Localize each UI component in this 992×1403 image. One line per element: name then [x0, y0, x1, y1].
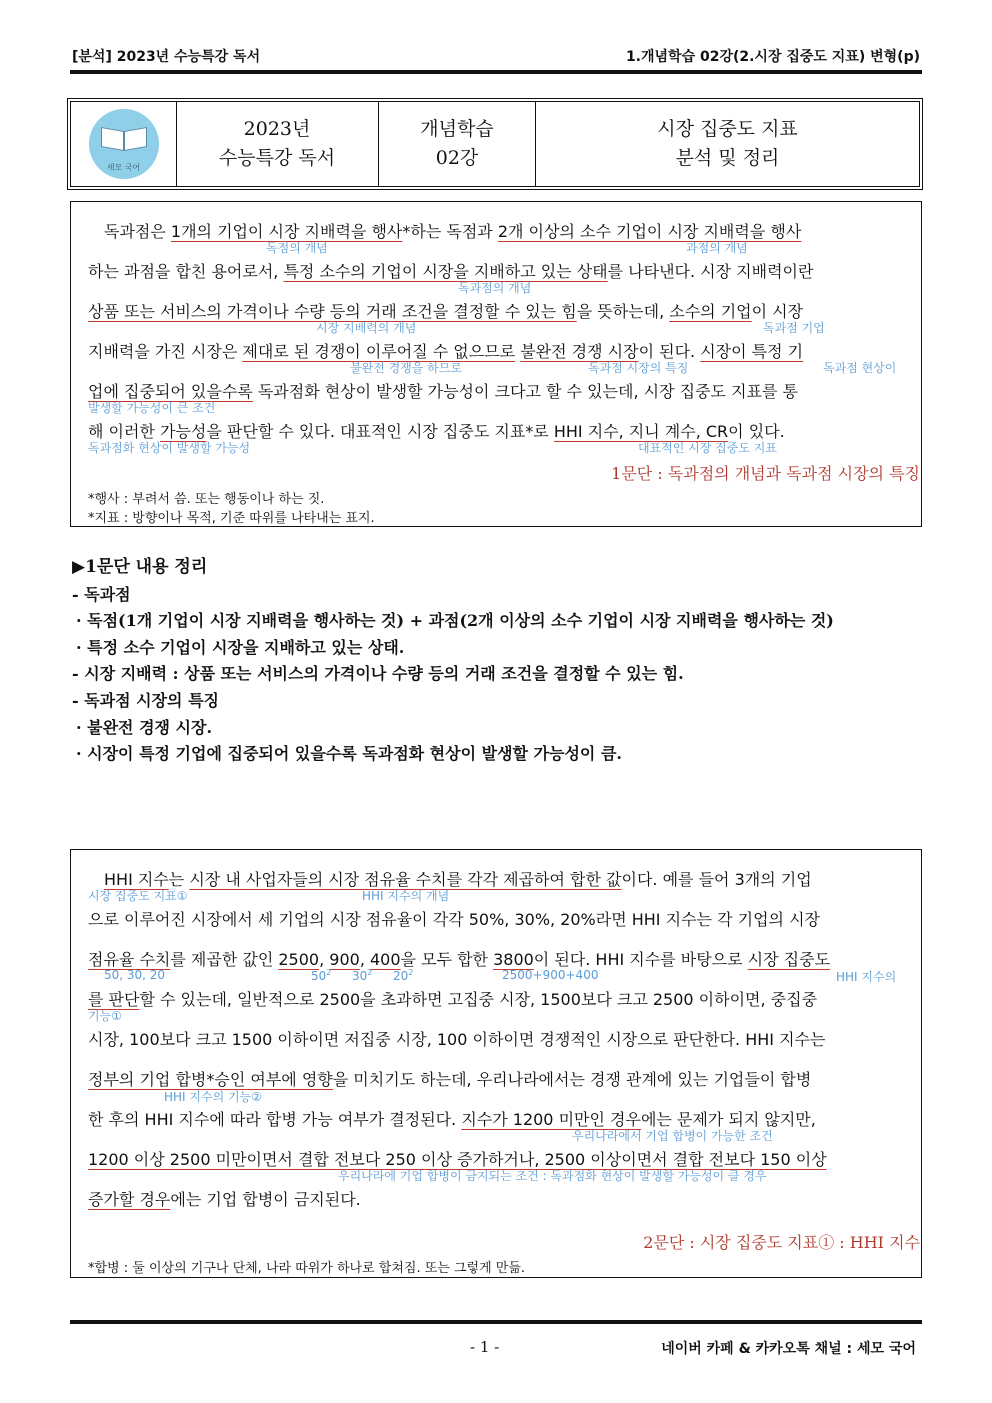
ann-hhi-concept: HHI 지수의 개념 [362, 889, 450, 903]
header-left: [분석] 2023년 수능특강 독서 [72, 49, 261, 65]
header-right: 1.개념학습 02강(2.시장 집중도 지표) 변형(p) [625, 49, 920, 65]
ann-indicators: 대표적인 시장 집중도 지표 [638, 441, 777, 455]
title-lecture-line2: 02강 [435, 147, 479, 169]
summary-item-3: · 특정 소수 기업이 시장을 지배하고 있는 상태. [76, 638, 405, 657]
ann-shares: 50, 30, 20 [104, 968, 166, 982]
footer-rule [70, 1320, 922, 1324]
summary-item-1: - 독과점 [72, 585, 131, 604]
ann-oligopoly-concept: 독과점의 개념 [458, 281, 532, 295]
p1-line-1: 독과점은 1개의 기업이 시장 지배력을 행사*하는 독점과 2개 이상의 소수 기업이 시장 지배력을 행사 [104, 222, 802, 241]
ann-phenomenon: 독과점 현상이 [823, 361, 897, 375]
ann-function-1: 기능① [88, 1009, 122, 1023]
title-lecture [379, 102, 536, 186]
ann-imperfect: 불완전 경쟁을 하므로 [350, 361, 462, 375]
p1-line-6: 해 이러한 가능성을 판단할 수 있다. 대표적인 시장 집중도 지표*로 HHI 지수, 지니 계수, CR이 있다. [88, 422, 785, 441]
ann-square-30: $30^2$ [352, 968, 373, 983]
title-topic [536, 102, 919, 186]
ann-function-2: HHI 지수의 기능② [164, 1090, 262, 1104]
p2-line-8: 1200 이상 2500 미만이면서 결합 전보다 250 이상 증가하거나, 2500 이상이면서 결합 전보다 150 이상 [88, 1150, 827, 1169]
p1-line-3: 상품 또는 서비스의 가격이나 수량 등의 거래 조건을 결정할 수 있는 힘을 뜻하는데, 소수의 기업이 시장 [88, 302, 804, 321]
ann-market-power: 시장 지배력의 개념 [316, 321, 417, 335]
ann-possibility: 독과점화 현상이 발생할 가능성 [88, 441, 251, 455]
p1-line-5: 업에 집중되어 있을수록 독과점화 현상이 발생할 가능성이 크다고 할 수 있는데, 시장 집중도 지표를 통 [88, 382, 798, 401]
ann-condition: 발생할 가능성이 큰 조건 [88, 401, 216, 415]
footer-channel: 네이버 카페 & 카카오톡 채널 : 세모 국어 [661, 1341, 916, 1357]
note-merger: *합병 : 둘 이상의 기구나 단체, 나라 따위가 하나로 합쳐짐. 또는 그렇게 만듦. [88, 1261, 526, 1276]
summary-item-5: - 독과점 시장의 특징 [72, 691, 219, 710]
p2-line-9: 증가할 경우에는 기업 합병이 금지된다. [88, 1190, 361, 1209]
paragraph-1-tag: 1문단 : 독과점의 개념과 독과점 시장의 특징 [611, 464, 920, 483]
logo-text: 세모 국어 [106, 163, 141, 172]
p2-line-1: HHI 지수는 시장 내 사업자들의 시장 점유율 수치를 각각 제곱하여 합한 값이다. 예를 들어 3개의 기업 [104, 870, 812, 889]
title-topic-line2: 분석 및 정리 [675, 147, 780, 169]
book-logo-icon [89, 109, 159, 179]
page-number: - 1 - [470, 1338, 500, 1356]
ann-merger-banned: 우리나라에 기업 합병이 금지되는 조건 : 독과점화 현상이 발생할 가능성이 클 경우 [338, 1169, 767, 1183]
p2-line-7: 한 후의 HHI 지수에 따라 합병 가능 여부가 결정된다. 지수가 1200 미만인 경우에는 문제가 되지 않지만, [88, 1110, 816, 1129]
title-year [176, 102, 379, 186]
p2-line-6: 정부의 기업 합병*승인 여부에 영향을 미치기도 하는데, 우리나라에서는 경쟁 관계에 있는 기업들이 합병 [88, 1070, 812, 1089]
p1-line-4: 지배력을 가진 시장은 제대로 된 경쟁이 이루어질 수 없으므로 불완전 경쟁 시장이 된다. 시장이 특정 기 [88, 342, 804, 361]
ann-oligopoly-firm: 독과점 기업 [763, 321, 825, 335]
p2-line-5: 시장, 100보다 크고 1500 이하이면 저집중 시장, 100 이하이면 경쟁적인 시장으로 판단한다. HHI 지수는 [88, 1030, 826, 1049]
ann-merger-allowed: 우리나라에서 기업 합병이 가능한 조건 [572, 1129, 773, 1143]
summary-item-6: · 불완전 경쟁 시장. [76, 718, 213, 737]
paragraph-2-tag: 2문단 : 시장 집중도 지표① : HHI 지수 [643, 1233, 920, 1252]
title-year-line1: 2023년 [243, 118, 311, 140]
ann-market-feature: 독과점 시장의 특징 [588, 361, 689, 375]
summary-item-7: · 시장이 특정 기업에 집중되어 있을수록 독과점화 현상이 발생할 가능성이 큼. [76, 744, 622, 763]
summary-item-4: - 시장 지배력 : 상품 또는 서비스의 가격이나 수량 등의 거래 조건을 결정할 수 있는 힘. [72, 664, 684, 683]
logo-cell [71, 102, 177, 186]
p2-line-3: 점유율 수치를 제곱한 값인 2500, 900, 400을 모두 합한 3800이 된다. HHI 지수를 바탕으로 시장 집중도 [88, 950, 831, 969]
ann-oligopoly: 과점의 개념 [686, 241, 748, 255]
ann-sum: 2500+900+400 [502, 968, 599, 982]
p2-line-2: 으로 이루어진 시장에서 세 기업의 시장 점유율이 각각 50%, 30%, 20%라면 HHI 지수는 각 기업의 시장 [88, 910, 820, 929]
title-topic-line1: 시장 집중도 지표 [657, 118, 798, 140]
ann-indicator-1: 시장 집중도 지표① [88, 889, 188, 903]
summary-heading: ▶1문단 내용 정리 [72, 557, 208, 577]
p2-line-4: 를 판단할 수 있는데, 일반적으로 2500을 초과하면 고집중 시장, 1500보다 크고 2500 이하이면, 중집중 [88, 990, 818, 1009]
ann-square-20: $20^2$ [393, 968, 414, 983]
ann-monopoly: 독점의 개념 [266, 241, 328, 255]
p1-line-2: 하는 과점을 합친 용어로서, 특정 소수의 기업이 시장을 지배하고 있는 상태를 나타낸다. 시장 지배력이란 [88, 262, 814, 281]
title-table [70, 101, 920, 187]
ann-hhi-function: HHI 지수의 [836, 970, 897, 984]
ann-square-50: $50^2$ [311, 968, 332, 983]
title-lecture-line1: 개념학습 [420, 118, 494, 140]
summary-item-2: · 독점(1개 기업이 시장 지배력을 행사하는 것) + 과점(2개 이상의 소수 기업이 시장 지배력을 행사하는 것) [76, 611, 834, 630]
note-exercise: *행사 : 부려서 씀. 또는 행동이나 하는 짓. [88, 492, 325, 507]
title-year-line2: 수능특강 독서 [218, 147, 336, 169]
header-rule [70, 70, 922, 74]
note-indicator: *지표 : 방향이나 목적, 기준 따위를 나타내는 표지. [88, 511, 375, 526]
